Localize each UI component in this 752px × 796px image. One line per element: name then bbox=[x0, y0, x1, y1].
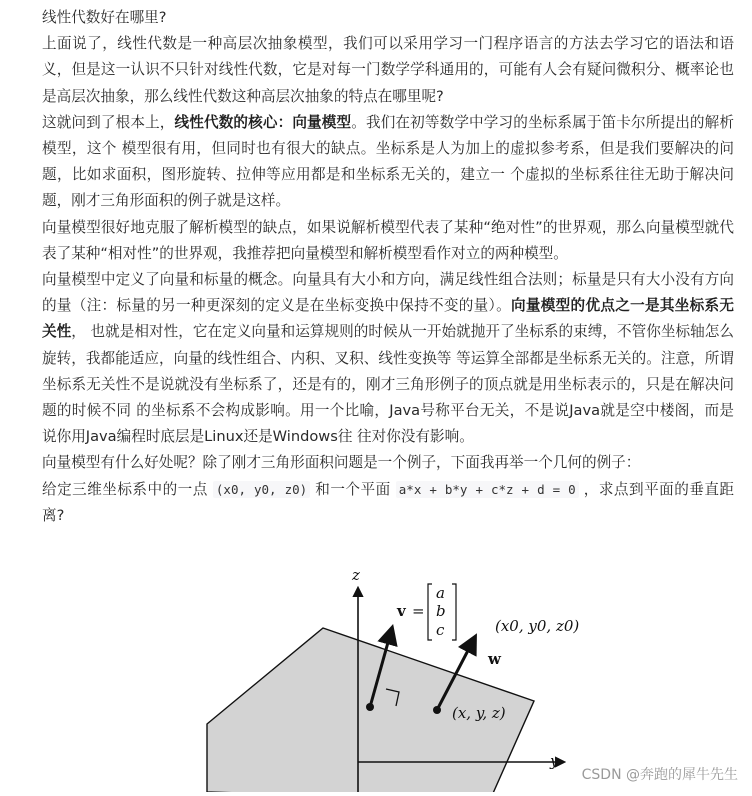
text-span: 。我们在初等数学中学习的坐标系属于笛卡尔所提出的解析模型，这个 模型很有用，但同时也有很大的缺点。坐标系是人为加上的虚拟参考系，但是我们要解决的问题，比如求面积，图形旋转、拉伸等应用都是和坐标系无关的，建立一 个虚拟的坐标系往往无助于解决问题，刚才三角形面积的例子就是这样。 bbox=[42, 113, 734, 210]
text-span: ，求点到平面的垂直距离? bbox=[42, 480, 735, 524]
matrix-entry-c: c bbox=[436, 621, 445, 639]
text-span: 和一个平面 bbox=[310, 480, 396, 498]
paragraph-benefits: 向量模型有什么好处呢？除了刚才三角形面积问题是一个例子，下面我再举一个几何的例子： bbox=[42, 454, 641, 472]
point-on-plane-xyz bbox=[433, 706, 441, 714]
text-span: ， 也就是相对性，它在定义向量和运算规则的时候从一开始就抛开了坐标系的束缚，不管你坐标轴怎么旋转，我都能适应，向量的线性组合、内积、叉积、线性变换等 等运算全部都是坐标系无关的。注意，所谓坐标系无关性不是说就没有坐标系了，还是有的，刚才三角形例子的顶点就是用坐标表示的，只是在解决问题的时候不同 的坐标系不会构成影响。用一个比喻，Java号称平台无关，不是说Java就是空中楼阁，而是说你用Java编程时底层是Linux还是Windows往 往对你没有影响。 bbox=[42, 323, 734, 446]
text-span: 给定三维坐标系中的一点 bbox=[42, 480, 213, 498]
article-body bbox=[42, 5, 734, 529]
matrix-entry-b: b bbox=[436, 602, 446, 620]
csdn-watermark: CSDN @奔跑的犀牛先生 bbox=[581, 767, 738, 783]
figure-svg bbox=[190, 540, 610, 792]
paragraph-definitions bbox=[42, 267, 734, 450]
point-label-far: (x0, y0, z0) bbox=[495, 617, 580, 635]
y-axis-label: y bbox=[550, 752, 559, 770]
text-span: 这就问到了根本上， bbox=[42, 113, 175, 131]
paragraph-intro: 上面说了，线性代数是一种高层次抽象模型，我们可以采用学习一门程序语言的方法去学习它的语法和语义，但是这一认识不只针对线性代数，它是对每一门数学学科通用的，可能有人会有疑问微积分、概率论也是高层次抽象，那么线性代数这种高层次抽象的特点在哪里呢? bbox=[42, 35, 734, 105]
z-axis-label: z bbox=[352, 566, 360, 584]
section-heading: 线性代数好在哪里? bbox=[42, 9, 167, 26]
w-label: w bbox=[488, 650, 501, 668]
equals-sign: = bbox=[412, 602, 425, 620]
matrix-left-bracket bbox=[428, 584, 432, 640]
paragraph-problem bbox=[42, 477, 734, 529]
point-on-plane-1 bbox=[366, 703, 374, 711]
paragraph-vector-model: 向量模型很好地克服了解析模型的缺点，如果说解析模型代表了某种“绝对性”的世界观，那么向量模型就代表了某种“相对性”的世界观，我推荐把向量模型和解析模型看作对立的两种模型。 bbox=[42, 218, 734, 262]
v-label: v bbox=[397, 602, 406, 620]
bold-core-phrase: 线性代数的核心：向量模型 bbox=[174, 113, 352, 131]
point-label-near: (x, y, z) bbox=[452, 704, 506, 722]
matrix-right-bracket bbox=[452, 584, 456, 640]
plane-vector-figure bbox=[190, 540, 610, 792]
matrix-entry-a: a bbox=[436, 584, 445, 602]
paragraph-core bbox=[42, 110, 734, 215]
text-span: 向量模型中定义了向量和标量的概念。向量具有大小和方向，满足线性组合法则；标量是只有大小没有方向的量（注：标量的另一种更深刻的定义是在坐标变换中保持不变的量）。 bbox=[42, 271, 734, 315]
inline-code-plane: a*x + b*y + c*z + d = 0 bbox=[396, 481, 579, 498]
bold-advantage-phrase: 向量模型的优点之一是其坐标系无关性 bbox=[42, 297, 734, 341]
inline-code-point: (x0, y0, z0) bbox=[213, 481, 310, 498]
